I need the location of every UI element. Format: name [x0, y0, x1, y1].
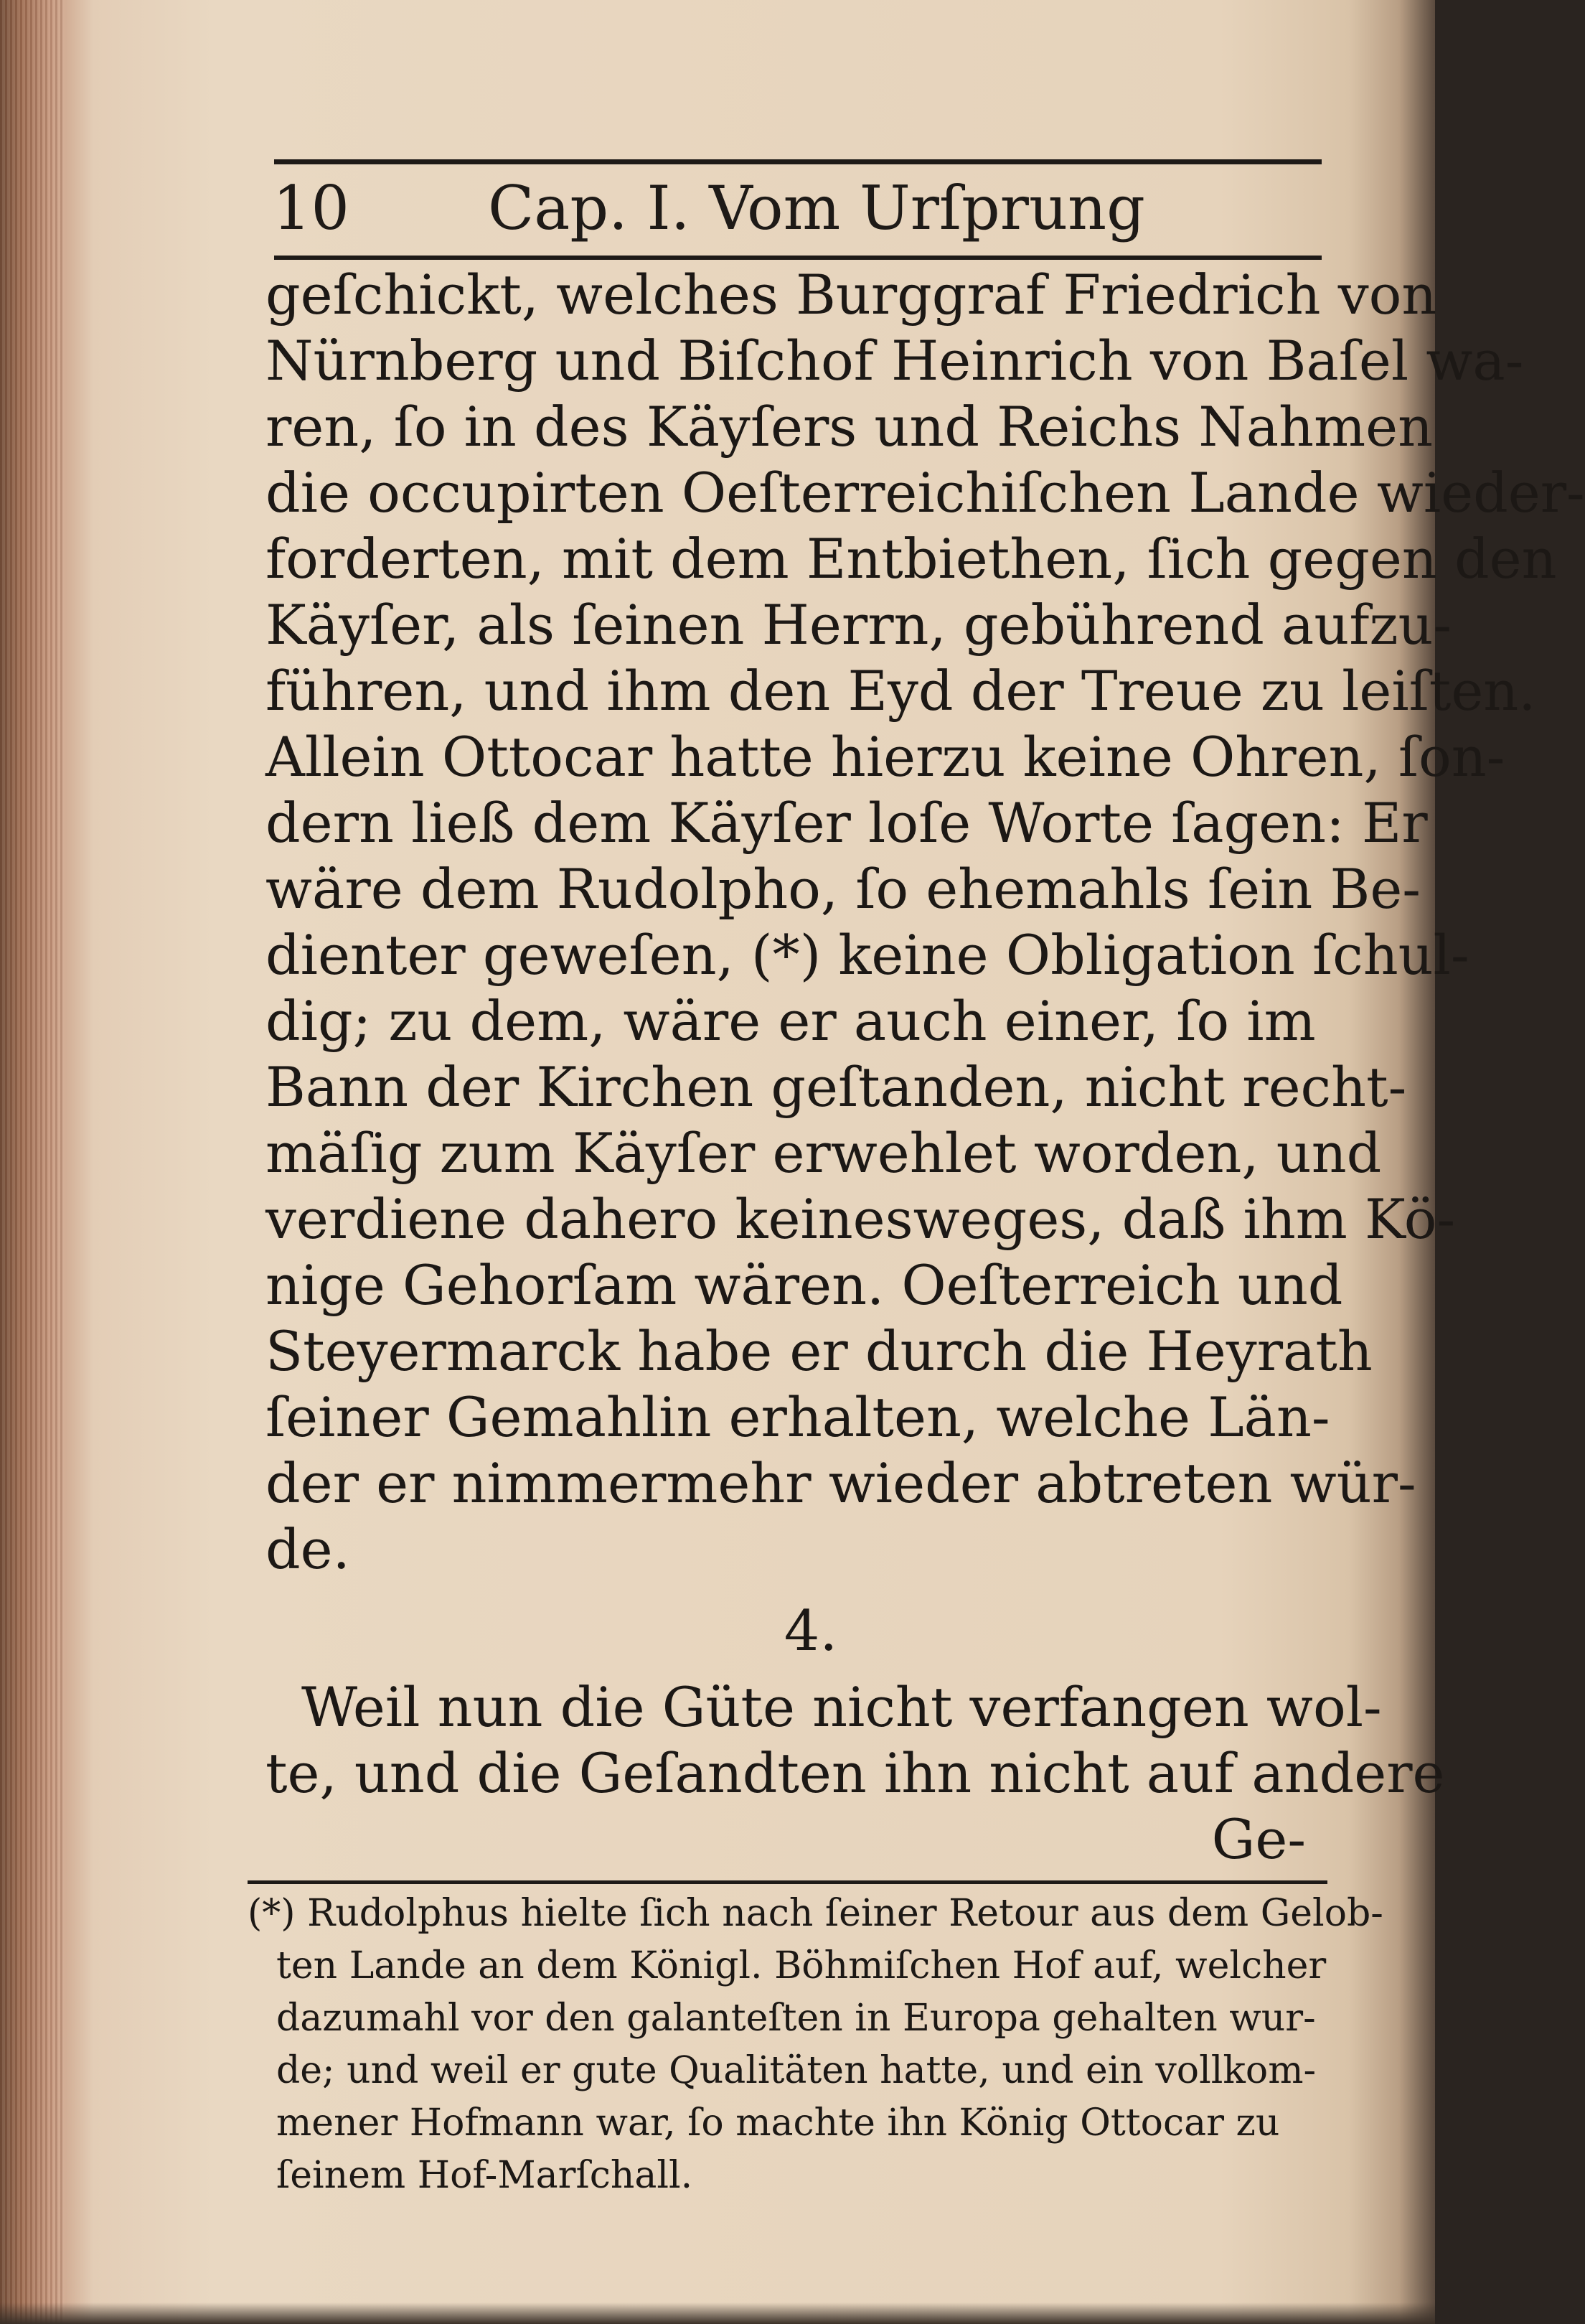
text-line: Weil nun die Güte nicht verfangen wol-	[301, 1675, 1382, 1739]
text-line: Nürnberg und Biſchof Heinrich von Baſel wa-	[265, 329, 1524, 393]
text-line: ſeiner Gemahlin erhalten, welche Län-	[265, 1385, 1330, 1449]
text-line: dienter geweſen, (*) keine Obligation ſchul-	[265, 923, 1469, 987]
text-line: wäre dem Rudolpho, ſo ehemahls ſein Be-	[265, 857, 1421, 921]
footnote-line: dazumahl vor den galanteſten in Europa gehalten wur-	[276, 1997, 1316, 2040]
footnote-line: (*) Rudolphus hielte ſich nach ſeiner Retour aus dem Gelob-	[248, 1892, 1383, 1935]
footnote-rule	[248, 1880, 1327, 1884]
text-line: dern ließ dem Käyſer loſe Worte ſagen: Er	[265, 791, 1428, 855]
text-line: mäſig zum Käyſer erwehlet worden, und	[265, 1121, 1382, 1185]
footnote-line: ſeinem Hof-Marſchall.	[276, 2154, 693, 2197]
header-underline-rule	[274, 256, 1322, 260]
text-line: ren, ſo in des Käyſers und Reichs Nahmen	[265, 395, 1434, 459]
header-rule	[274, 159, 1322, 164]
text-line: verdiene dahero keinesweges, daß ihm Kö-	[265, 1187, 1456, 1251]
footnote-line: de; und weil er gute Qualitäten hatte, und ein vollkom-	[276, 2049, 1317, 2092]
text-line: forderten, mit dem Entbiethen, ſich gegen den	[265, 527, 1557, 591]
text-line: Bann der Kirchen geſtanden, nicht recht-	[265, 1055, 1407, 1119]
text-line: Steyermarck habe er durch die Heyrath	[265, 1319, 1373, 1383]
footnote-line: mener Hofmann war, ſo machte ihn König Ottocar zu	[276, 2102, 1280, 2145]
running-head: Cap. I. Vom Urſprung	[488, 173, 1145, 243]
text-line: nige Gehorſam wären. Oeſterreich und	[265, 1253, 1343, 1317]
section-number: 4.	[784, 1599, 838, 1664]
page-number: 10	[273, 173, 349, 243]
text-line: geſchickt, welches Burggraf Friedrich von	[265, 263, 1437, 327]
text-line: te, und die Geſandten ihn nicht auf andere	[265, 1741, 1445, 1805]
text-line: die occupirten Oeſterreichiſchen Lande wieder-	[265, 461, 1585, 525]
footnote	[248, 1888, 1383, 2202]
text-line: führen, und ihm den Eyd der Treue zu leiſten.	[265, 659, 1536, 723]
main-text	[265, 262, 1585, 1873]
text-line: der er nimmermehr wieder abtreten wür-	[265, 1451, 1416, 1515]
text-line: dig; zu dem, wäre er auch einer, ſo im	[265, 989, 1316, 1053]
text-line: Käyſer, als ſeinen Herrn, gebührend aufzu-	[265, 593, 1452, 657]
catchword: Ge-	[1211, 1807, 1306, 1871]
page-header	[273, 169, 1320, 255]
text-line: Allein Ottocar hatte hierzu keine Ohren, ſon-	[265, 725, 1505, 789]
text-line: de.	[265, 1517, 350, 1581]
footnote-line: ten Lande an dem Königl. Böhmiſchen Hof auf, welcher	[276, 1944, 1327, 1987]
page-bottom-shadow	[0, 2302, 1435, 2324]
page-edges	[0, 0, 65, 2324]
